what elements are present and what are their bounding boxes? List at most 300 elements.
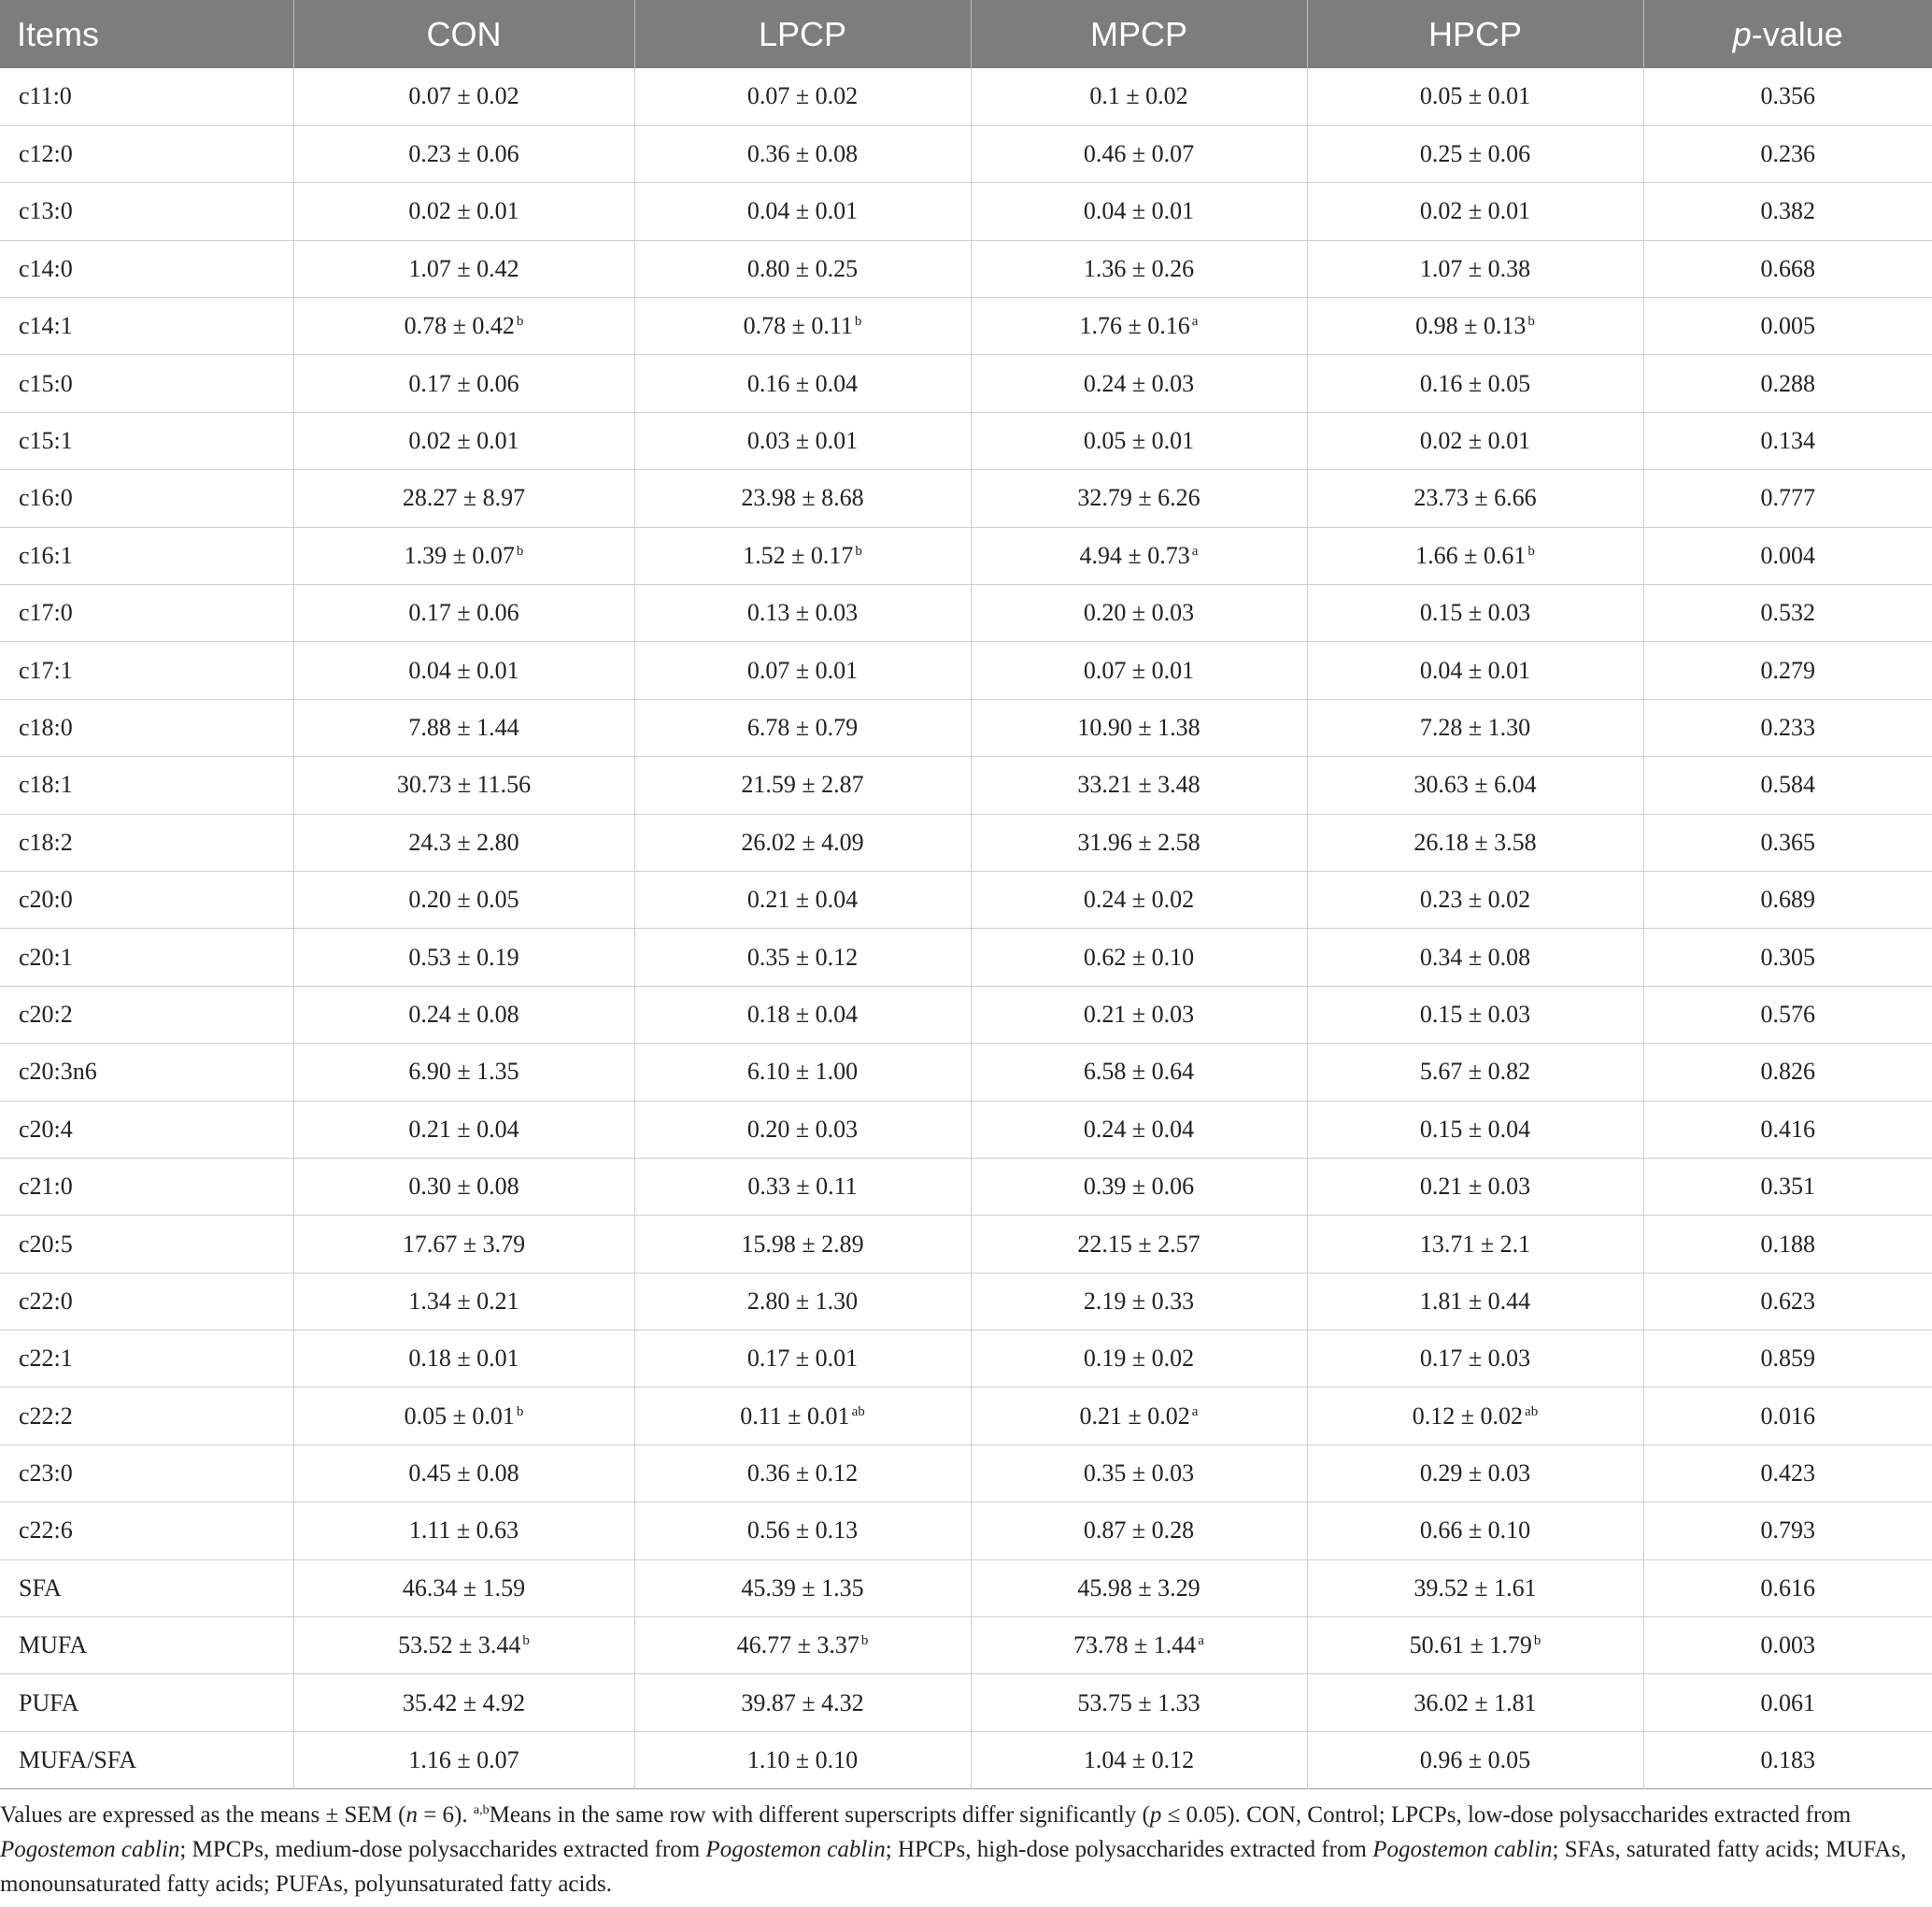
cell-hpcp-value: 30.63 ± 6.04 (1413, 771, 1537, 799)
table-footnote (0, 1798, 1915, 1901)
cell-con (293, 527, 634, 584)
cell-mpcp (971, 1044, 1307, 1101)
significance-superscript: b (516, 314, 524, 330)
cell-lpcp (634, 1444, 971, 1501)
cell-p-value: 0.623 (1643, 1273, 1932, 1330)
cell-lpcp (634, 1502, 971, 1559)
cell-hpcp (1307, 929, 1643, 986)
cell-con (293, 1331, 634, 1388)
significance-superscript: b (522, 1633, 530, 1649)
table-row (0, 1158, 1932, 1215)
cell-lpcp (634, 298, 971, 355)
cell-mpcp (971, 871, 1307, 928)
cell-p-value: 0.188 (1643, 1216, 1932, 1273)
cell-mpcp (971, 1674, 1307, 1731)
cell-item: c16:0 (19, 484, 73, 512)
cell-mpcp (971, 1444, 1307, 1501)
cell-con (293, 1559, 634, 1616)
cell-hpcp (1307, 1674, 1643, 1731)
cell-mpcp-value: 0.21 ± 0.02 (1079, 1402, 1190, 1430)
cell-hpcp-value: 7.28 ± 1.30 (1419, 713, 1531, 741)
cell-con-value: 6.90 ± 1.35 (408, 1058, 519, 1086)
cell-hpcp (1307, 1388, 1643, 1444)
cell-mpcp-value: 10.90 ± 1.38 (1077, 713, 1200, 741)
cell-mpcp (971, 585, 1307, 642)
significance-superscript: b (516, 1403, 524, 1419)
cell-hpcp-value: 5.67 ± 0.82 (1419, 1058, 1531, 1086)
cell-con-value: 0.30 ± 0.08 (408, 1173, 519, 1201)
cell-mpcp-value: 45.98 ± 3.29 (1077, 1573, 1200, 1601)
cell-con (293, 757, 634, 814)
cell-hpcp-value: 0.21 ± 0.03 (1419, 1173, 1531, 1201)
cell-mpcp-value: 0.87 ± 0.28 (1083, 1516, 1195, 1544)
significance-superscript: b (854, 314, 862, 330)
cell-lpcp (634, 240, 971, 297)
cell-hpcp-value: 0.29 ± 0.03 (1419, 1459, 1531, 1487)
cell-hpcp (1307, 814, 1643, 871)
header-items: Items (0, 0, 293, 68)
table-row (0, 1444, 1932, 1501)
cell-item: c17:0 (19, 599, 73, 627)
cell-item: c20:0 (19, 886, 73, 914)
cell-lpcp-value: 0.11 ± 0.01 (740, 1402, 850, 1430)
cell-mpcp-value: 0.62 ± 0.10 (1083, 943, 1195, 971)
cell-lpcp-value: 0.13 ± 0.03 (746, 599, 859, 627)
cell-mpcp (971, 1617, 1307, 1674)
cell-p-value: 0.288 (1643, 355, 1932, 412)
cell-mpcp (971, 355, 1307, 412)
cell-p-value: 0.793 (1643, 1502, 1932, 1559)
cell-hpcp-value: 0.98 ± 0.13 (1415, 312, 1527, 340)
cell-p-value: 0.382 (1643, 183, 1932, 240)
cell-con-value: 35.42 ± 4.92 (402, 1688, 526, 1716)
cell-con (293, 355, 634, 412)
cell-item: c20:1 (19, 943, 73, 971)
cell-hpcp (1307, 183, 1643, 240)
cell-lpcp-value: 6.78 ± 0.79 (746, 713, 859, 741)
cell-con-value: 7.88 ± 1.44 (408, 713, 519, 741)
header-con: CON (293, 0, 634, 68)
cell-hpcp (1307, 68, 1643, 125)
table-row (0, 757, 1932, 814)
cell-mpcp (971, 125, 1307, 182)
cell-hpcp (1307, 1444, 1643, 1501)
cell-con (293, 183, 634, 240)
cell-mpcp (971, 699, 1307, 756)
cell-hpcp (1307, 986, 1643, 1043)
cell-mpcp-value: 73.78 ± 1.44 (1073, 1631, 1197, 1659)
table-row (0, 527, 1932, 584)
cell-mpcp-value: 1.36 ± 0.26 (1083, 254, 1195, 282)
cell-p-value: 0.576 (1643, 986, 1932, 1043)
significance-superscript: b (1527, 314, 1535, 330)
cell-p-value: 0.305 (1643, 929, 1932, 986)
cell-con (293, 585, 634, 642)
cell-lpcp (634, 1731, 971, 1788)
footnote-species: Pogostemon cablin (0, 1837, 180, 1862)
cell-lpcp-value: 0.36 ± 0.08 (746, 140, 859, 168)
cell-lpcp-value: 0.03 ± 0.01 (746, 427, 859, 455)
cell-lpcp (634, 527, 971, 584)
cell-mpcp-value: 0.19 ± 0.02 (1083, 1345, 1195, 1373)
cell-hpcp-value: 0.34 ± 0.08 (1419, 943, 1531, 971)
footnote-species: Pogostemon cablin (1372, 1837, 1553, 1862)
table-row (0, 240, 1932, 297)
cell-hpcp (1307, 1044, 1643, 1101)
footnote-text: Values are expressed as the means ± SEM ( (0, 1802, 406, 1828)
cell-lpcp-value: 0.16 ± 0.04 (746, 369, 859, 397)
footnote-superscript: a,b (473, 1803, 490, 1817)
cell-hpcp-value: 39.52 ± 1.61 (1413, 1573, 1537, 1601)
cell-lpcp-value: 23.98 ± 8.68 (741, 484, 864, 512)
cell-con-value: 17.67 ± 3.79 (402, 1230, 526, 1258)
cell-mpcp-value: 1.04 ± 0.12 (1083, 1746, 1195, 1774)
significance-superscript: b (855, 543, 862, 559)
cell-p-value: 0.233 (1643, 699, 1932, 756)
cell-hpcp (1307, 1731, 1643, 1788)
significance-superscript: b (860, 1633, 869, 1649)
cell-lpcp (634, 412, 971, 469)
cell-con (293, 642, 634, 699)
header-lpcp: LPCP (634, 0, 971, 68)
cell-con (293, 1273, 634, 1330)
cell-mpcp (971, 68, 1307, 125)
footnote-text: ; HPCPs, high-dose polysaccharides extracted from (885, 1837, 1373, 1862)
cell-con-value: 53.52 ± 3.44 (398, 1631, 521, 1659)
cell-lpcp (634, 1559, 971, 1616)
cell-hpcp-value: 0.16 ± 0.05 (1419, 369, 1531, 397)
cell-con-value: 0.05 ± 0.01 (404, 1402, 515, 1430)
table-row (0, 1559, 1932, 1616)
cell-lpcp (634, 1273, 971, 1330)
cell-p-value: 0.416 (1643, 1101, 1932, 1158)
cell-mpcp (971, 1388, 1307, 1444)
cell-p-value: 0.584 (1643, 757, 1932, 814)
cell-mpcp-value: 6.58 ± 0.64 (1083, 1058, 1195, 1086)
cell-p-value: 0.005 (1643, 298, 1932, 355)
cell-lpcp-value: 0.80 ± 0.25 (746, 254, 859, 282)
cell-hpcp-value: 0.04 ± 0.01 (1419, 656, 1531, 684)
table-row (0, 1674, 1932, 1731)
cell-hpcp (1307, 871, 1643, 928)
cell-mpcp-value: 0.21 ± 0.03 (1083, 1000, 1195, 1028)
cell-lpcp-value: 0.04 ± 0.01 (746, 197, 859, 225)
cell-mpcp (971, 1331, 1307, 1388)
cell-hpcp (1307, 1273, 1643, 1330)
cell-lpcp-value: 45.39 ± 1.35 (741, 1573, 864, 1601)
cell-mpcp-value: 0.24 ± 0.04 (1083, 1115, 1195, 1143)
cell-item: c20:5 (19, 1230, 73, 1258)
cell-lpcp-value: 26.02 ± 4.09 (741, 828, 864, 856)
cell-hpcp (1307, 757, 1643, 814)
table-row (0, 68, 1932, 125)
cell-p-value: 0.356 (1643, 68, 1932, 125)
cell-hpcp (1307, 585, 1643, 642)
cell-item: c12:0 (19, 140, 73, 168)
cell-lpcp (634, 757, 971, 814)
cell-lpcp-value: 1.52 ± 0.17 (743, 541, 854, 569)
table-row (0, 1216, 1932, 1273)
table-row (0, 1502, 1932, 1559)
cell-mpcp-value: 1.76 ± 0.16 (1079, 312, 1190, 340)
cell-lpcp-value: 0.21 ± 0.04 (746, 886, 859, 914)
cell-p-value: 0.616 (1643, 1559, 1932, 1616)
cell-mpcp-value: 0.20 ± 0.03 (1083, 599, 1195, 627)
cell-p-value: 0.668 (1643, 240, 1932, 297)
significance-superscript: a (1191, 314, 1199, 330)
cell-lpcp-value: 0.07 ± 0.02 (746, 82, 859, 110)
footnote-text: Means in the same row with different superscripts differ significantly ( (489, 1802, 1150, 1828)
cell-mpcp (971, 1101, 1307, 1158)
cell-mpcp (971, 298, 1307, 355)
cell-hpcp-value: 1.07 ± 0.38 (1419, 254, 1531, 282)
cell-hpcp-value: 0.15 ± 0.03 (1419, 599, 1531, 627)
cell-hpcp (1307, 470, 1643, 527)
cell-con-value: 0.17 ± 0.06 (408, 599, 519, 627)
cell-mpcp-value: 2.19 ± 0.33 (1083, 1287, 1195, 1315)
cell-mpcp (971, 814, 1307, 871)
footnote-text: ; MPCPs, medium-dose polysaccharides extracted from (179, 1837, 706, 1862)
cell-hpcp-value: 0.17 ± 0.03 (1419, 1345, 1531, 1373)
cell-hpcp-value: 0.23 ± 0.02 (1419, 886, 1531, 914)
cell-item: c16:1 (19, 541, 73, 569)
cell-lpcp (634, 68, 971, 125)
cell-lpcp (634, 1674, 971, 1731)
cell-mpcp (971, 1216, 1307, 1273)
cell-hpcp (1307, 1216, 1643, 1273)
cell-item: c13:0 (19, 197, 73, 225)
cell-hpcp (1307, 240, 1643, 297)
cell-hpcp (1307, 412, 1643, 469)
cell-item: c17:1 (19, 656, 73, 684)
footnote-text: ≤ 0.05). CON, Control; LPCPs, low-dose polysaccharides extracted from (1161, 1802, 1852, 1828)
table-row (0, 183, 1932, 240)
table-header (0, 0, 1932, 68)
cell-p-value: 0.279 (1643, 642, 1932, 699)
cell-item: c20:2 (19, 1000, 73, 1028)
significance-superscript: ab (851, 1403, 865, 1419)
cell-item: c11:0 (19, 82, 72, 110)
cell-mpcp (971, 240, 1307, 297)
table-row (0, 585, 1932, 642)
cell-lpcp-value: 21.59 ± 2.87 (741, 771, 864, 799)
cell-lpcp-value: 6.10 ± 1.00 (746, 1058, 859, 1086)
footnote-text: = 6). (417, 1802, 474, 1828)
cell-con-value: 28.27 ± 8.97 (402, 484, 526, 512)
cell-con (293, 1388, 634, 1444)
cell-con-value: 30.73 ± 11.56 (396, 771, 532, 799)
cell-lpcp (634, 470, 971, 527)
cell-lpcp (634, 929, 971, 986)
cell-con-value: 1.39 ± 0.07 (404, 541, 515, 569)
cell-mpcp-value: 0.04 ± 0.01 (1083, 197, 1195, 225)
cell-hpcp-value: 23.73 ± 6.66 (1413, 484, 1537, 512)
cell-mpcp-value: 31.96 ± 2.58 (1077, 828, 1200, 856)
cell-lpcp-value: 0.56 ± 0.13 (746, 1516, 859, 1544)
table-row (0, 1731, 1932, 1788)
cell-con-value: 46.34 ± 1.59 (402, 1573, 526, 1601)
cell-hpcp-value: 0.96 ± 0.05 (1419, 1746, 1531, 1774)
cell-hpcp (1307, 1502, 1643, 1559)
cell-con (293, 929, 634, 986)
cell-lpcp (634, 814, 971, 871)
cell-hpcp (1307, 527, 1643, 584)
table-body (0, 68, 1932, 1789)
cell-item: PUFA (19, 1688, 79, 1716)
cell-lpcp-value: 0.17 ± 0.01 (746, 1345, 859, 1373)
cell-mpcp-value: 0.24 ± 0.02 (1083, 886, 1195, 914)
cell-lpcp-value: 46.77 ± 3.37 (736, 1631, 859, 1659)
cell-hpcp-value: 0.02 ± 0.01 (1419, 197, 1531, 225)
cell-hpcp (1307, 1617, 1643, 1674)
significance-superscript: b (516, 543, 524, 559)
cell-con-value: 24.3 ± 2.80 (408, 828, 519, 856)
cell-lpcp (634, 1101, 971, 1158)
cell-p-value: 0.004 (1643, 527, 1932, 584)
cell-mpcp-value: 0.07 ± 0.01 (1083, 656, 1195, 684)
cell-p-value: 0.134 (1643, 412, 1932, 469)
cell-lpcp (634, 1216, 971, 1273)
cell-hpcp-value: 13.71 ± 2.1 (1419, 1230, 1531, 1258)
cell-lpcp-value: 39.87 ± 4.32 (741, 1688, 864, 1716)
cell-con-value: 1.07 ± 0.42 (408, 254, 519, 282)
cell-con (293, 1502, 634, 1559)
cell-hpcp (1307, 642, 1643, 699)
cell-con (293, 1101, 634, 1158)
cell-p-value: 0.826 (1643, 1044, 1932, 1101)
table-row (0, 699, 1932, 756)
cell-p-value: 0.777 (1643, 470, 1932, 527)
cell-lpcp-value: 0.35 ± 0.12 (746, 943, 859, 971)
cell-hpcp (1307, 298, 1643, 355)
cell-con-value: 0.24 ± 0.08 (408, 1000, 519, 1028)
cell-con-value: 0.04 ± 0.01 (408, 656, 519, 684)
cell-con-value: 1.11 ± 0.63 (408, 1516, 519, 1544)
cell-con-value: 0.53 ± 0.19 (408, 943, 519, 971)
cell-item: c22:6 (19, 1516, 73, 1544)
significance-superscript: a (1198, 1633, 1204, 1649)
cell-mpcp (971, 1502, 1307, 1559)
cell-mpcp-value: 0.39 ± 0.06 (1083, 1173, 1195, 1201)
cell-hpcp-value: 0.25 ± 0.06 (1419, 140, 1531, 168)
cell-hpcp-value: 1.81 ± 0.44 (1419, 1287, 1531, 1315)
cell-mpcp-value: 32.79 ± 6.26 (1077, 484, 1200, 512)
cell-con (293, 125, 634, 182)
cell-p-value: 0.423 (1643, 1444, 1932, 1501)
cell-item: c15:1 (19, 427, 73, 455)
table-row (0, 1617, 1932, 1674)
cell-con (293, 298, 634, 355)
cell-lpcp (634, 183, 971, 240)
cell-item: c22:0 (19, 1287, 73, 1315)
cell-mpcp-value: 53.75 ± 1.33 (1077, 1688, 1200, 1716)
cell-item: c23:0 (19, 1459, 73, 1487)
header-p-italic: p (1732, 14, 1752, 53)
cell-con (293, 412, 634, 469)
header-hpcp: HPCP (1307, 0, 1643, 68)
table-row (0, 1388, 1932, 1444)
cell-mpcp-value: 33.21 ± 3.48 (1077, 771, 1200, 799)
cell-hpcp (1307, 699, 1643, 756)
header-row (0, 0, 1932, 68)
significance-superscript: b (1527, 543, 1535, 559)
cell-hpcp-value: 26.18 ± 3.58 (1413, 828, 1537, 856)
cell-hpcp-value: 1.66 ± 0.61 (1415, 541, 1527, 569)
cell-lpcp (634, 642, 971, 699)
cell-lpcp (634, 1388, 971, 1444)
cell-mpcp-value: 4.94 ± 0.73 (1079, 541, 1190, 569)
cell-lpcp (634, 1158, 971, 1215)
cell-item: c20:3n6 (19, 1058, 97, 1086)
cell-item: c14:1 (19, 312, 73, 340)
cell-con-value: 0.18 ± 0.01 (408, 1345, 519, 1373)
header-p-rest: -value (1751, 14, 1843, 53)
cell-hpcp (1307, 1331, 1643, 1388)
cell-hpcp-value: 50.61 ± 1.79 (1409, 1631, 1532, 1659)
cell-hpcp-value: 0.02 ± 0.01 (1419, 427, 1531, 455)
cell-con (293, 1216, 634, 1273)
significance-superscript: ab (1525, 1403, 1539, 1419)
header-mpcp: MPCP (971, 0, 1307, 68)
cell-hpcp (1307, 1559, 1643, 1616)
cell-hpcp-value: 0.05 ± 0.01 (1419, 82, 1531, 110)
cell-mpcp (971, 986, 1307, 1043)
cell-mpcp-value: 0.46 ± 0.07 (1083, 140, 1195, 168)
cell-p-value: 0.061 (1643, 1674, 1932, 1731)
cell-mpcp (971, 183, 1307, 240)
table-row (0, 1331, 1932, 1388)
cell-item: c18:0 (19, 713, 73, 741)
cell-p-value: 0.689 (1643, 871, 1932, 928)
cell-con-value: 1.16 ± 0.07 (408, 1746, 519, 1774)
cell-con (293, 1731, 634, 1788)
cell-item: MUFA/SFA (19, 1746, 137, 1774)
cell-lpcp (634, 986, 971, 1043)
cell-con-value: 0.45 ± 0.08 (408, 1459, 519, 1487)
cell-con-value: 0.78 ± 0.42 (404, 312, 515, 340)
cell-p-value: 0.365 (1643, 814, 1932, 871)
cell-hpcp (1307, 125, 1643, 182)
table-row (0, 412, 1932, 469)
cell-lpcp-value: 2.80 ± 1.30 (746, 1287, 859, 1315)
cell-item: c22:1 (19, 1345, 73, 1373)
cell-con (293, 1444, 634, 1501)
cell-con (293, 1674, 634, 1731)
cell-lpcp (634, 1617, 971, 1674)
cell-con-value: 0.02 ± 0.01 (408, 197, 519, 225)
table-row (0, 1273, 1932, 1330)
table-row (0, 298, 1932, 355)
table-row (0, 125, 1932, 182)
cell-con-value: 1.34 ± 0.21 (408, 1287, 519, 1315)
table-row (0, 814, 1932, 871)
significance-superscript: b (1533, 1633, 1541, 1649)
cell-mpcp (971, 1158, 1307, 1215)
cell-hpcp (1307, 355, 1643, 412)
cell-hpcp (1307, 1101, 1643, 1158)
cell-lpcp (634, 871, 971, 928)
cell-lpcp-value: 0.07 ± 0.01 (746, 656, 859, 684)
cell-hpcp-value: 36.02 ± 1.81 (1413, 1688, 1537, 1716)
cell-item: c15:0 (19, 369, 73, 397)
cell-mpcp (971, 1273, 1307, 1330)
cell-lpcp (634, 355, 971, 412)
cell-mpcp (971, 470, 1307, 527)
cell-lpcp-value: 0.20 ± 0.03 (746, 1115, 859, 1143)
cell-con-value: 0.02 ± 0.01 (408, 427, 519, 455)
cell-hpcp-value: 0.12 ± 0.02 (1412, 1402, 1524, 1430)
cell-mpcp (971, 642, 1307, 699)
